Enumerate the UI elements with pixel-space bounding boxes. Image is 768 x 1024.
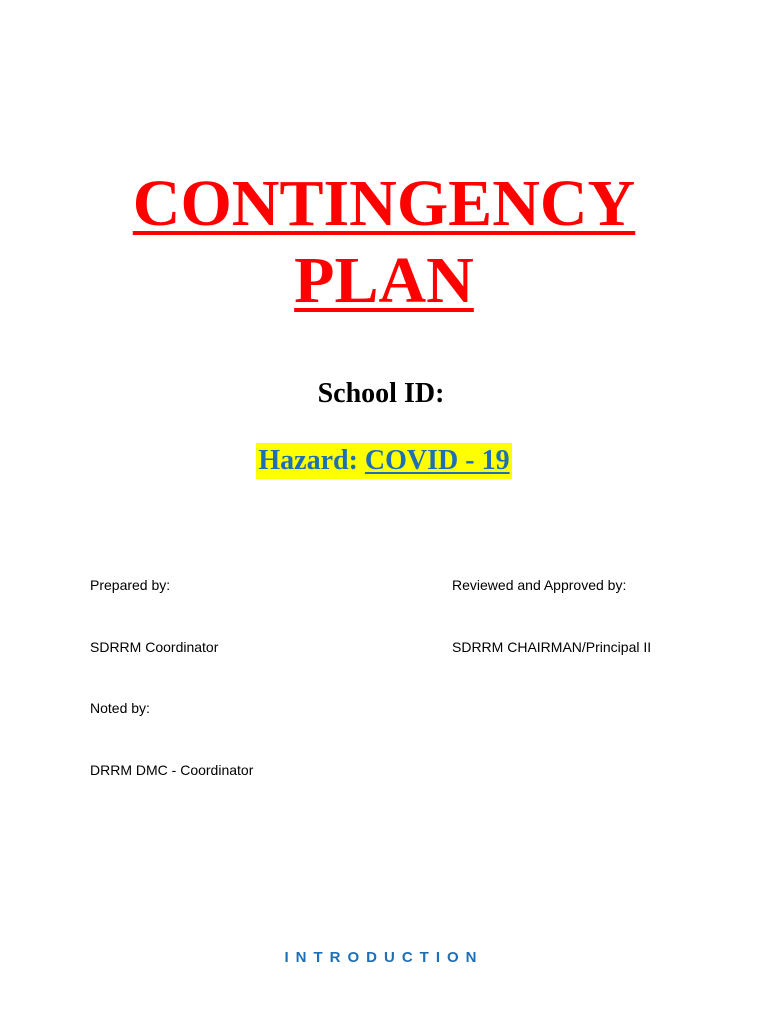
document-title-text-1: CONTINGENCY (132, 167, 636, 240)
hazard-label: Hazard: (258, 445, 358, 476)
hazard-highlight (256, 443, 511, 479)
document-title-line-1 (0, 166, 768, 242)
prepared-by-label: Prepared by: (90, 577, 171, 593)
document-title-line-2 (0, 243, 768, 319)
school-id-label: School ID: (317, 378, 445, 409)
noted-by-label: Noted by: (90, 700, 150, 716)
hazard-line (0, 443, 768, 479)
prepared-by-role: SDRRM Coordinator (90, 639, 219, 655)
school-id-line (0, 376, 768, 412)
hazard-value: COVID - 19 (364, 445, 510, 476)
reviewed-by-role: SDRRM CHAIRMAN/Principal II (452, 639, 652, 655)
noted-by-role: DRRM DMC - Coordinator (90, 762, 254, 778)
section-heading-introduction: INTRODUCTION (284, 949, 484, 966)
document-title-text-2: PLAN (294, 244, 474, 317)
reviewed-by-label: Reviewed and Approved by: (452, 577, 627, 593)
